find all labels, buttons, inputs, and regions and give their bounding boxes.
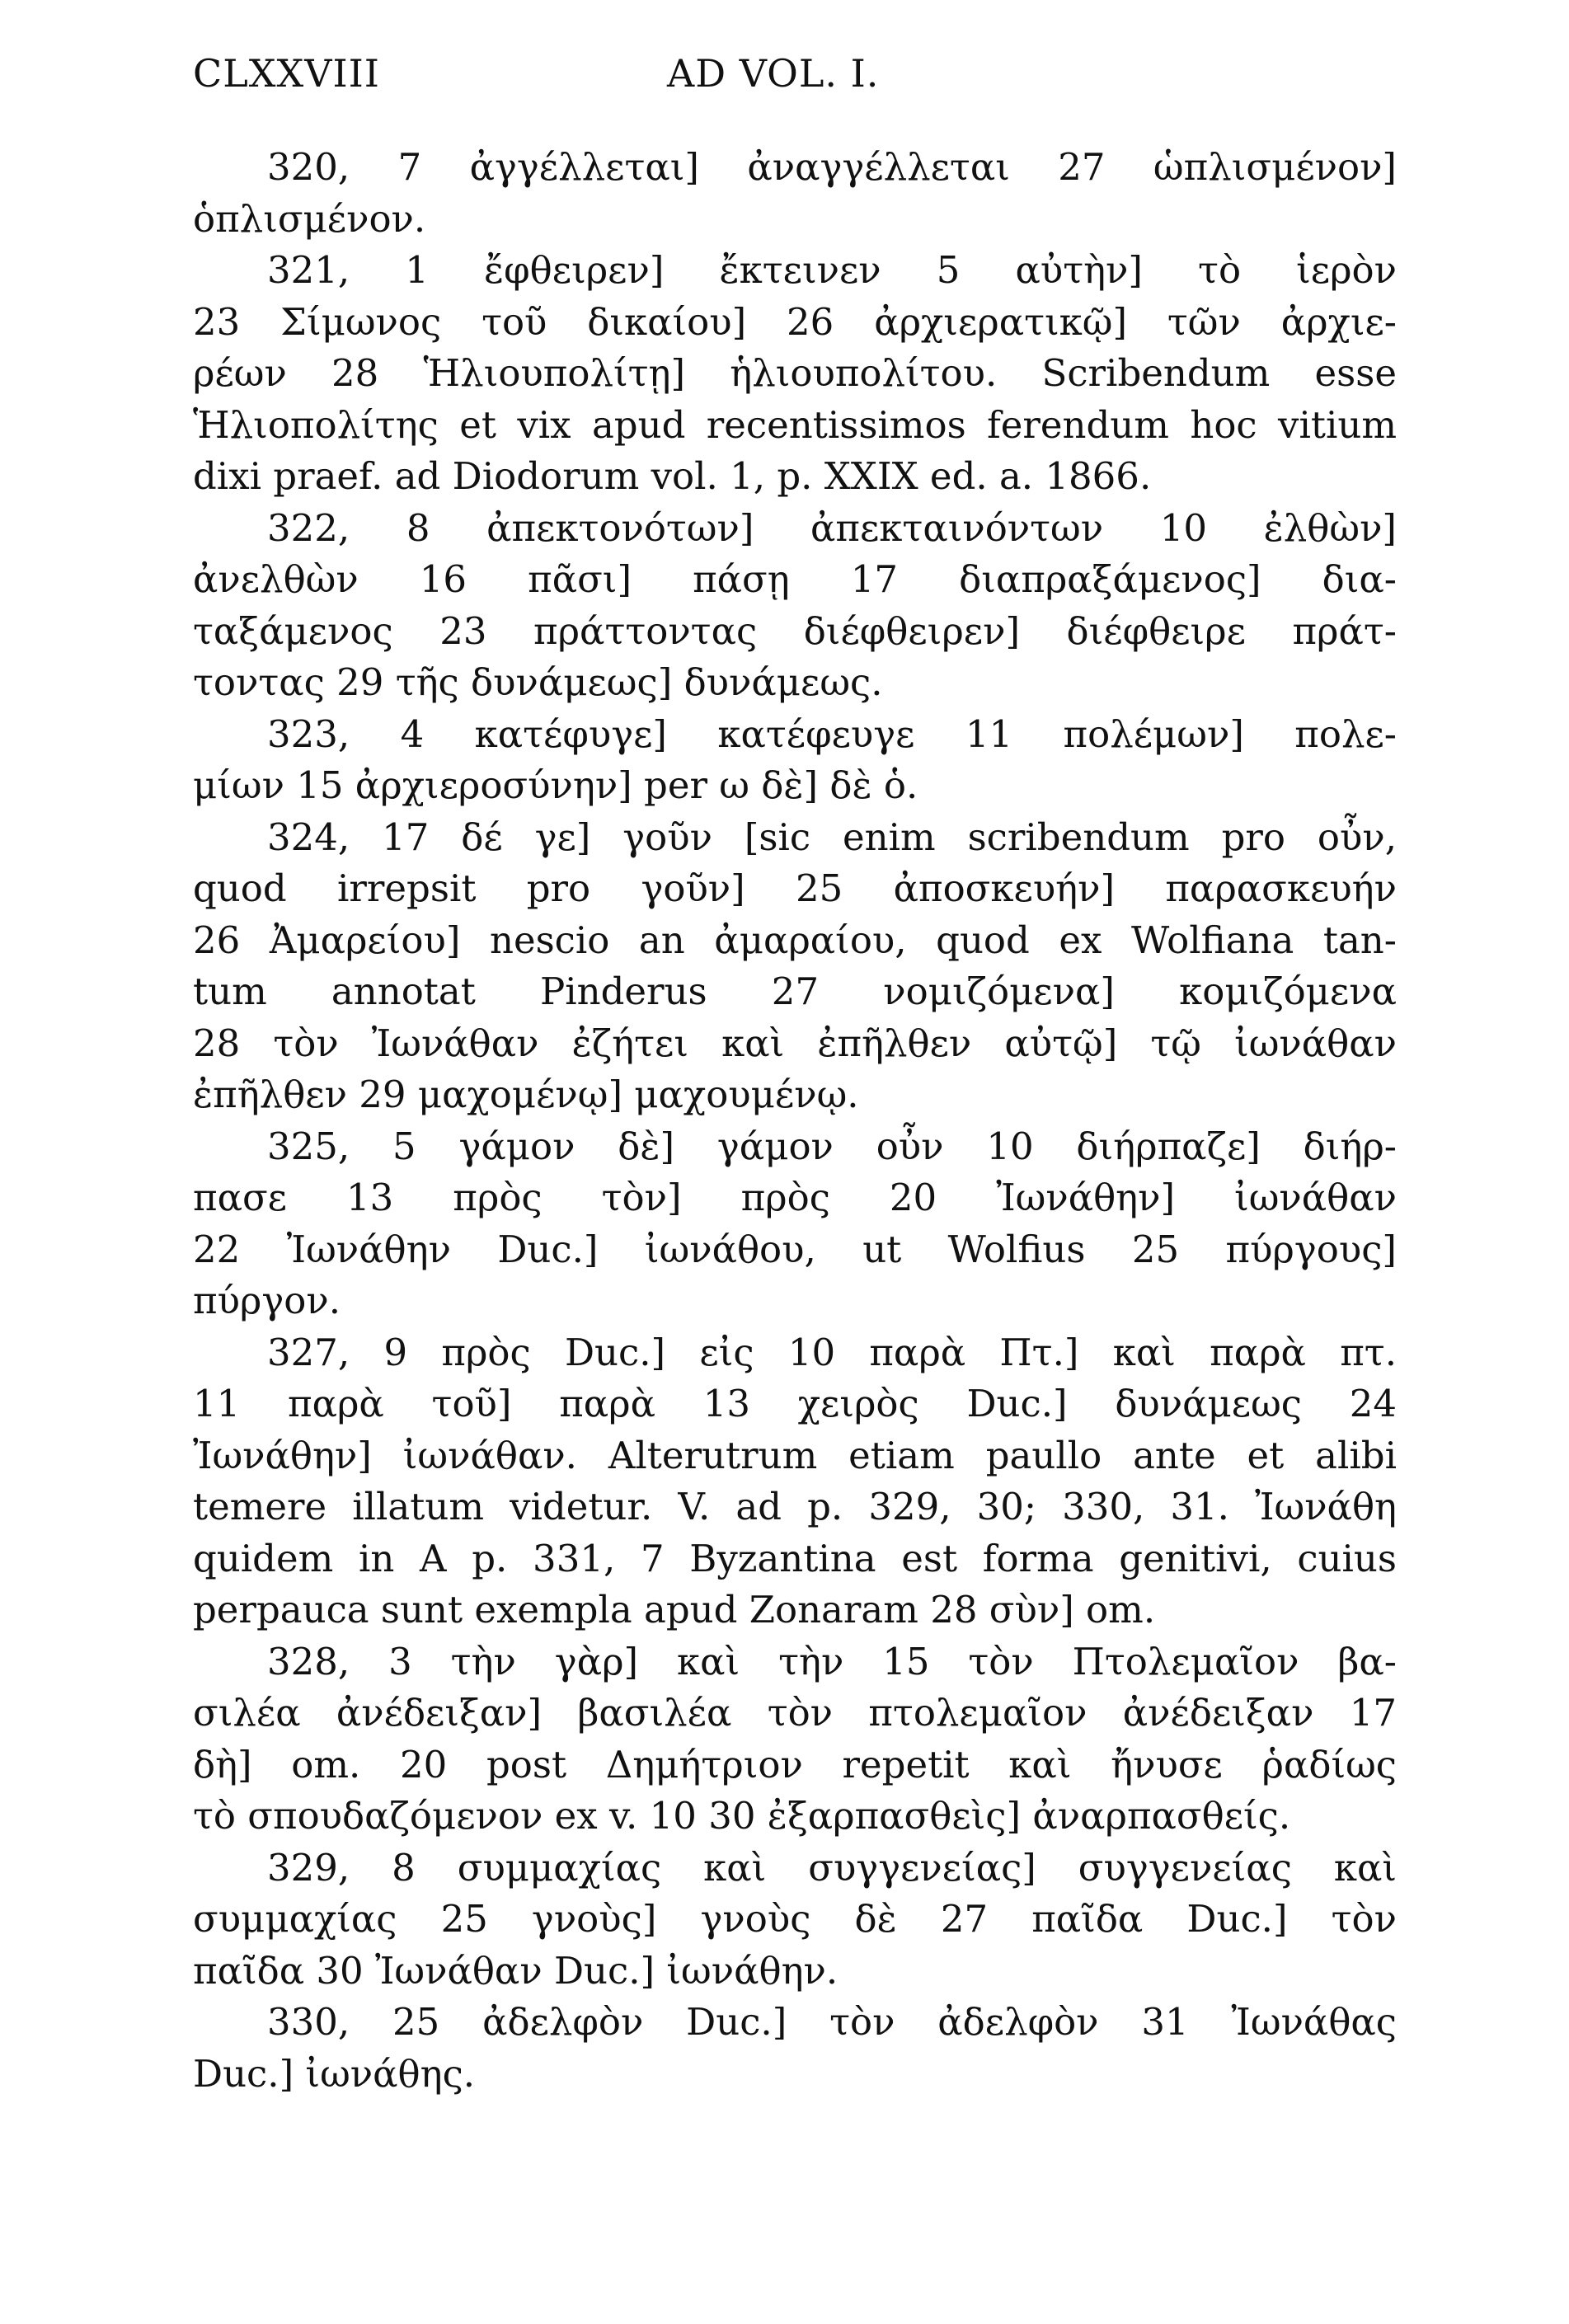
text-line: 28 τὸν Ἰωνάθαν ἐζήτει καὶ ἐπῆλθεν αὐτῷ] τῷ ἰωνάθαν <box>193 1021 1397 1065</box>
text-line: perpauca sunt exempla apud Zonaram 28 σὺν] om. <box>193 1588 1156 1631</box>
text-line: 325, 5 γάμον δὲ] γάμον οὖν 10 διήρπαζε] διήρ- <box>267 1124 1397 1168</box>
text-line: ἐπῆλθεν 29 μαχομένῳ] μαχουμένῳ. <box>193 1073 859 1116</box>
text-line: quidem in A p. 331, 7 Byzantina est forma genitivi, cuius <box>193 1536 1397 1580</box>
text-line: 23 Σίμωνος τοῦ δικαίου] 26 ἀρχιερατικῷ] τῶν ἀρχιε- <box>193 299 1397 344</box>
text-line: quod irrepsit pro γοῦν] 25 ἀποσκευήν] παρασκευήν <box>193 866 1397 910</box>
text-line: ρέων 28 Ἡλιουπολίτῃ] ἡλιουπολίτου. Scribendum esse <box>193 351 1397 395</box>
running-title: AD VOL. I. <box>667 51 880 96</box>
text-line: 26 Ἀμαρείου] nescio an ἀμαραίου, quod ex Wolfiana tan- <box>193 918 1397 962</box>
text-line: τοντας 29 τῆς δυνάμεως] δυνάμεως. <box>193 660 883 704</box>
text-line: παῖδα 30 Ἰωνάθαν Duc.] ἰωνάθην. <box>193 1948 839 1993</box>
text-line: Ἡλιοπολίτης et vix apud recentissimos ferendum hoc vitium <box>193 402 1397 447</box>
text-line: Duc.] ἰωνάθης. <box>193 2051 476 2096</box>
text-line: 329, 8 συμμαχίας καὶ συγγενείας] συγγενείας καὶ <box>267 1845 1397 1890</box>
text-line: πασε 13 πρὸς τὸν] πρὸς 20 Ἰωνάθην] ἰωνάθαν <box>193 1176 1397 1219</box>
text-line: tum annotat Pinderus 27 νομιζόμενα] κομιζόμενα <box>193 970 1397 1013</box>
text-line: 322, 8 ἀπεκτονότων] ἀπεκταινόντων 10 ἐλθὼν] <box>267 505 1397 550</box>
text-line: συμμαχίας 25 γνοὺς] γνοὺς δὲ 27 παῖδα Duc.] τὸν <box>193 1897 1397 1941</box>
text-line: 327, 9 πρὸς Duc.] εἰς 10 παρὰ Πτ.] καὶ παρὰ πτ. <box>267 1330 1397 1374</box>
text-line: τὸ σπουδαζόμενον ex v. 10 30 ἐξαρπασθεὶς] ἀναρπασθείς. <box>193 1794 1291 1838</box>
text-line: 324, 17 δέ γε] γοῦν [sic enim scribendum pro οὖν, <box>267 815 1397 859</box>
text-line: ταξάμενος 23 πράττοντας διέφθειρεν] διέφθειρε πράτ- <box>193 608 1397 653</box>
text-line: σιλέα ἀνέδειξαν] βασιλέα τὸν πτολεμαῖον ἀνέδειξαν 17 <box>193 1691 1397 1735</box>
text-line: 320, 7 ἀγγέλλεται] ἀναγγέλλεται 27 ὡπλισμένον] <box>267 145 1397 189</box>
text-line: 22 Ἰωνάθην Duc.] ἰωνάθου, ut Wolfius 25 πύργους] <box>193 1227 1397 1271</box>
running-head <box>193 51 1397 109</box>
text-line: δὴ] om. 20 post Δημήτριον repetit καὶ ἤνυσε ῥαδίως <box>193 1742 1397 1786</box>
text-line: temere illatum videtur. V. ad p. 329, 30; 330, 31. Ἰωνάθη <box>193 1485 1397 1528</box>
text-line: dixi praef. ad Diodorum vol. 1, p. XXIX ed. a. 1866. <box>193 454 1152 498</box>
apparatus-text <box>193 142 1397 2100</box>
text-line: 321, 1 ἔφθειρεν] ἔκτεινεν 5 αὐτὴν] τὸ ἱερὸν <box>267 248 1397 292</box>
text-line: Ἰωνάθην] ἰωνάθαν. Alterutrum etiam paullo ante et alibi <box>193 1433 1397 1477</box>
text-line: ἀνελθὼν 16 πᾶσι] πάσῃ 17 διαπραξάμενος] δια- <box>193 557 1397 601</box>
text-line: 323, 4 κατέφυγε] κατέφευγε 11 πολέμων] πολε- <box>267 711 1397 756</box>
text-line: μίων 15 ἀρχιεροσύνην] per ω δὲ] δὲ ὁ. <box>193 763 918 807</box>
text-line: 11 παρὰ τοῦ] παρὰ 13 χειρὸς Duc.] δυνάμεως 24 <box>193 1382 1397 1425</box>
text-line: πύργον. <box>193 1279 341 1322</box>
folio-number: CLXXVIII <box>193 51 380 96</box>
text-line: 328, 3 τὴν γὰρ] καὶ τὴν 15 τὸν Πτολεμαῖον βα- <box>267 1639 1397 1683</box>
text-line: ὁπλισμένον. <box>193 196 426 241</box>
text-line: 330, 25 ἀδελφὸν Duc.] τὸν ἀδελφὸν 31 Ἰωνάθας <box>267 2000 1397 2044</box>
